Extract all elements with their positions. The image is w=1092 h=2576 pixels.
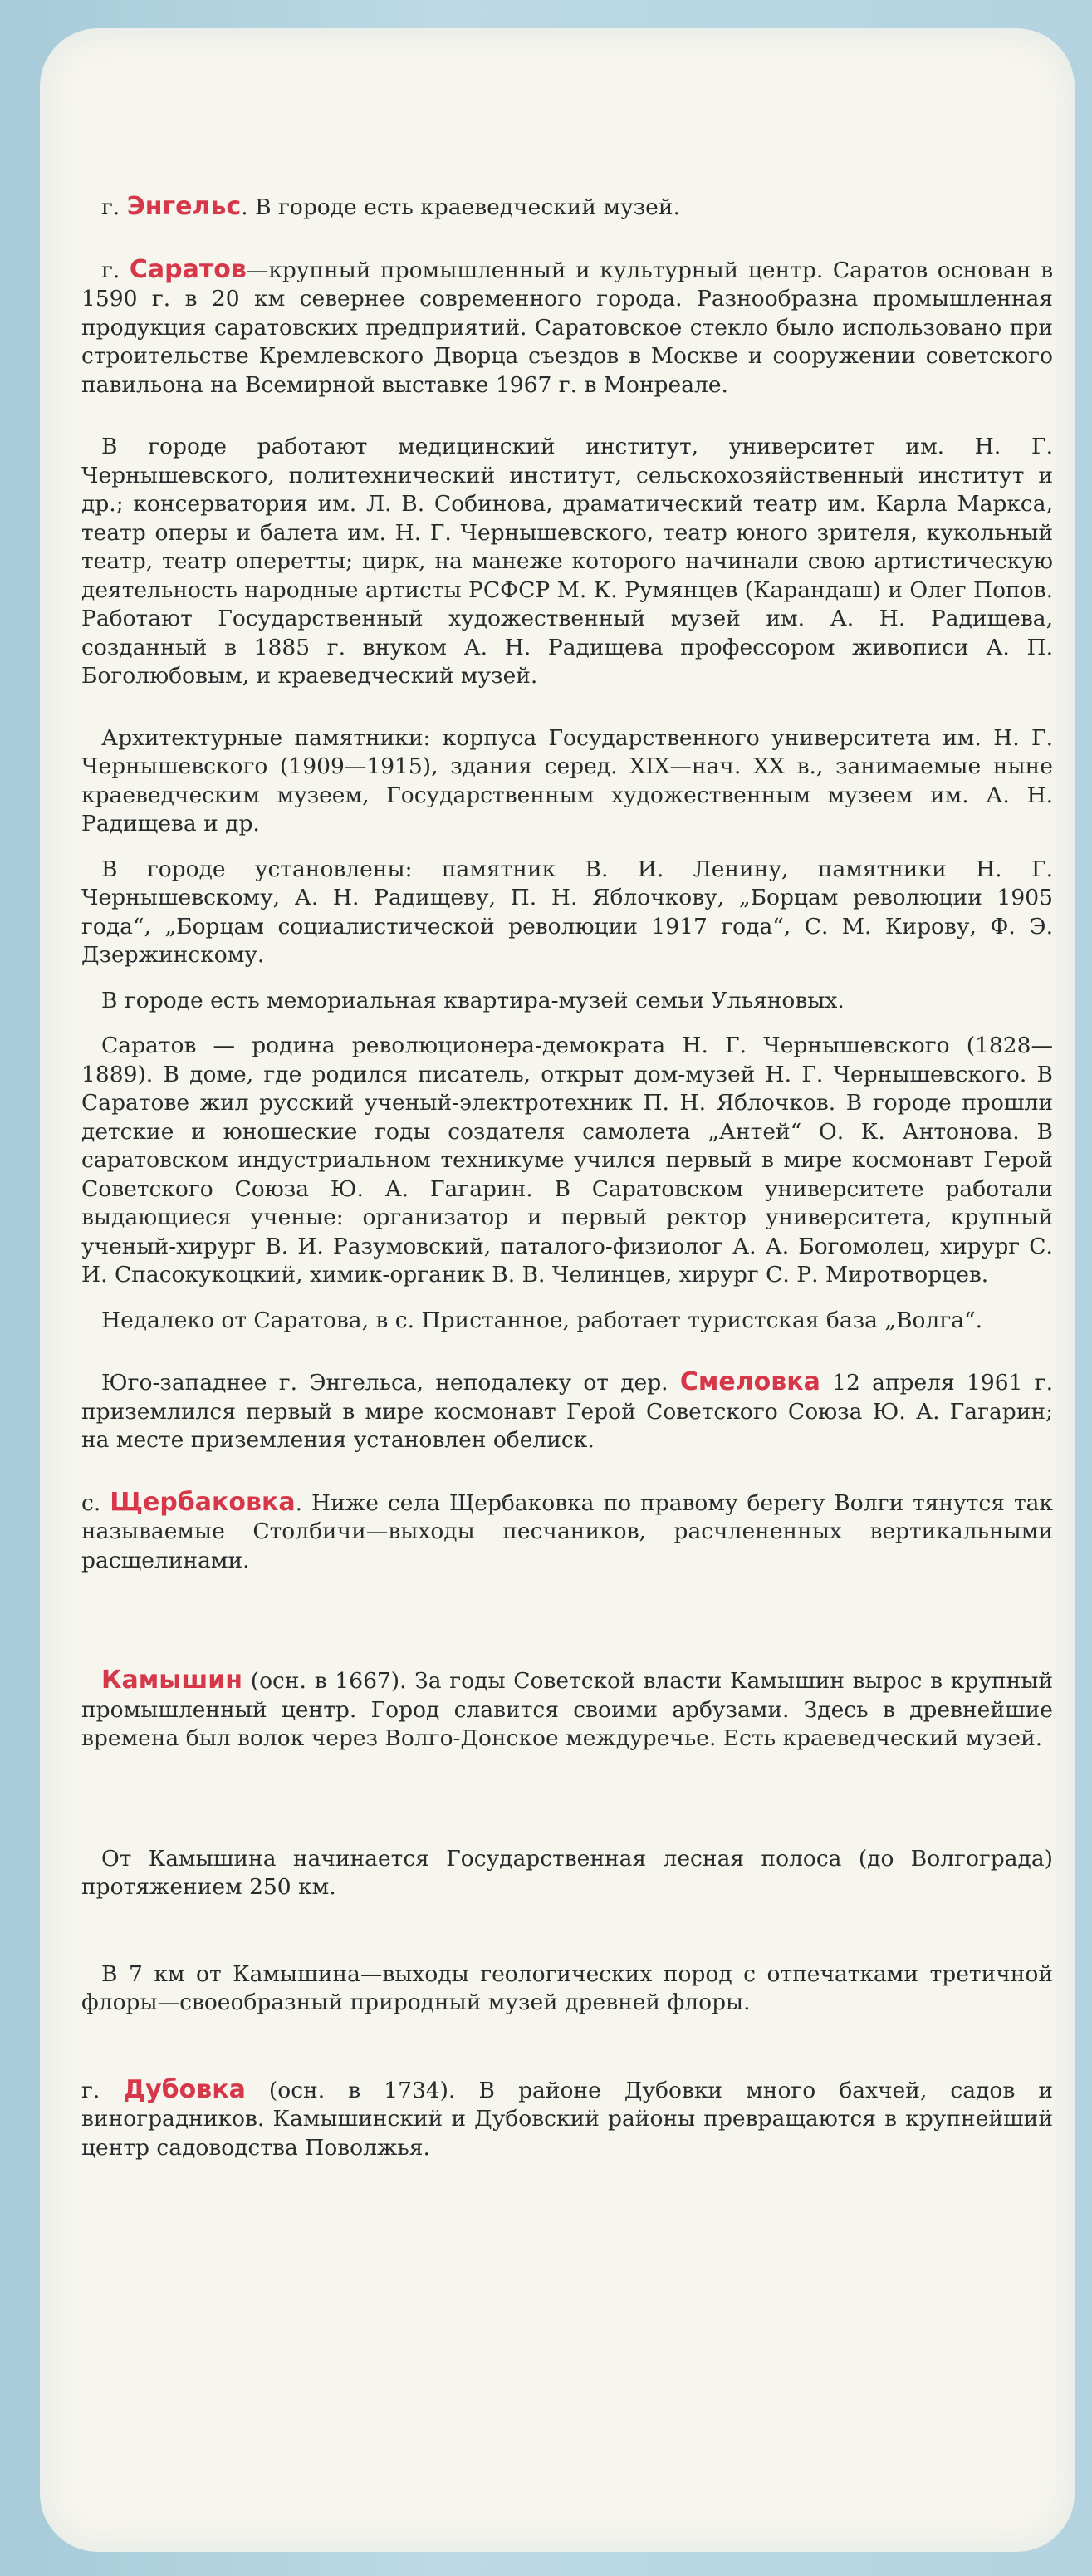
paragraph-engels: г. Энгельс. В городе есть краеведческий музей.	[101, 192, 680, 221]
paragraph-monuments: В городе установлены: памятник В. И. Ленину, памятники Н. Г. Чернышевскому, А. Н. Радищеву, П. Н. Яблочкову, „Борцам революции 1905 года“, „Борцам социалистической революции 1917 года“, С. М. Кирову, Ф. Э. Дзержинскому.	[81, 856, 1053, 968]
place-name-shcherbakovka: Щербаковка	[110, 1487, 296, 1517]
paragraph-flora-museum: В 7 км от Камышина—выходы геологических пород с отпечатками третичной флоры—своеобразный природный музей древней флоры.	[81, 1960, 1053, 2015]
place-name-dubovka: Дубовка	[123, 2074, 246, 2104]
paragraph-forest-belt: От Камышина начинается Государственная лесная полоса (до Волгограда) протяжением 250 км.	[81, 1845, 1053, 1900]
paragraph-ulyanov-museum: В городе есть мемориальная квартира-музей семьи Ульяновых.	[101, 987, 845, 1013]
place-name-saratov: Саратов	[129, 254, 247, 284]
paragraph-tourist-base: Недалеко от Саратова, в с. Пристанное, работает туристская база „Волга“.	[101, 1307, 982, 1333]
paragraph-shcherbakovka: с. Щербаковка. Ниже села Щербаковка по правому берегу Волги тянутся так называемые Столбичи—выходы песчаников, расчлененных вертикальными расщелинами.	[81, 1487, 1053, 1573]
paragraph-saratov: г. Саратов—крупный промышленный и культурный центр. Саратов основан в 1590 г. в 20 км севернее современного города. Разнообразна промышленная продукция саратовских предприятий. Саратовское стекло было использовано при строительстве Кремлевского Дворца съездов в Москве и сооружении советского павильона на Всемирной выставке 1967 г. в Монреале.	[81, 254, 1053, 398]
paragraph-dubovka: г. Дубовка (осн. в 1734). В районе Дубовки много бахчей, садов и виноградников. Камышинский и Дубовский районы превращаются в крупнейший центр садоводства Поволжья.	[81, 2074, 1054, 2161]
paragraph-notable-people: Саратов — родина революционера-демократа Н. Г. Чернышевского (1828—1889). В доме, где родился писатель, открыт дом-музей Н. Г. Чернышевского. В Саратове жил русский ученый-электротехник П. Н. Яблочков. В городе прошли детские и юношеские годы создателя самолета „Антей“ О. К. Антонова. В саратовском индустриальном техникуме учился первый в мире космонавт Герой Советского Союза Ю. А. Гагарин. В Саратовском университете работали выдающиеся ученые: организатор и первый ректор университета, крупный ученый-хирург В. И. Разумовский, паталого-физиолог А. А. Богомолец, хирург С. И. Спасокукоцкий, химик-органик В. В. Челинцев, хирург С. Р. Миротворцев.	[81, 1033, 1053, 1288]
document-body	[81, 193, 1053, 2162]
place-name-engels: Энгельс	[126, 192, 242, 221]
paragraph-kamyshin: Камышин (осн. в 1667). За годы Советской власти Камышин вырос в крупный промышленный центр. Город славится своими арбузами. Здесь в древнейшие времена был волок через Волго-Донское междуречье. Есть краеведческий музей.	[81, 1666, 1053, 1751]
place-name-smelovka: Смеловка	[679, 1367, 820, 1396]
paragraph-smelovka: Юго-западнее г. Энгельса, неподалеку от дер. Смеловка 12 апреля 1961 г. приземлился первый в мире космонавт Герой Советского Союза Ю. А. Гагарин; на месте приземления установлен обелиск.	[81, 1367, 1053, 1453]
paragraph-saratov-institutions: В городе работают медицинский институт, университет им. Н. Г. Чернышевского, политехнический институт, сельскохозяйственный институт и др.; консерватория им. Л. В. Собинова, драматический театр им. Карла Маркса, театр оперы и балета им. Н. Г. Чернышевского, театр юного зрителя, кукольный театр, театр оперетты; цирк, на манеже которого начинали свою артистическую деятельность народные артисты РСФСР М. К. Румянцев (Карандаш) и Олег Попов. Работают Государственный художественный музей им. А. Н. Радищева, созданный в 1885 г. внуком А. Н. Радищева профессором живописи А. П. Боголюбовым, и краеведческий музей.	[81, 434, 1053, 689]
paragraph-architecture: Архитектурные памятники: корпуса Государственного университета им. Н. Г. Чернышевского (1909—1915), здания серед. XIX—нач. XX в., занимаемые ныне краеведческим музеем, Государственным художественным музеем им. А. Н. Радищева и др.	[81, 724, 1053, 837]
place-name-kamyshin: Камышин	[101, 1666, 243, 1695]
